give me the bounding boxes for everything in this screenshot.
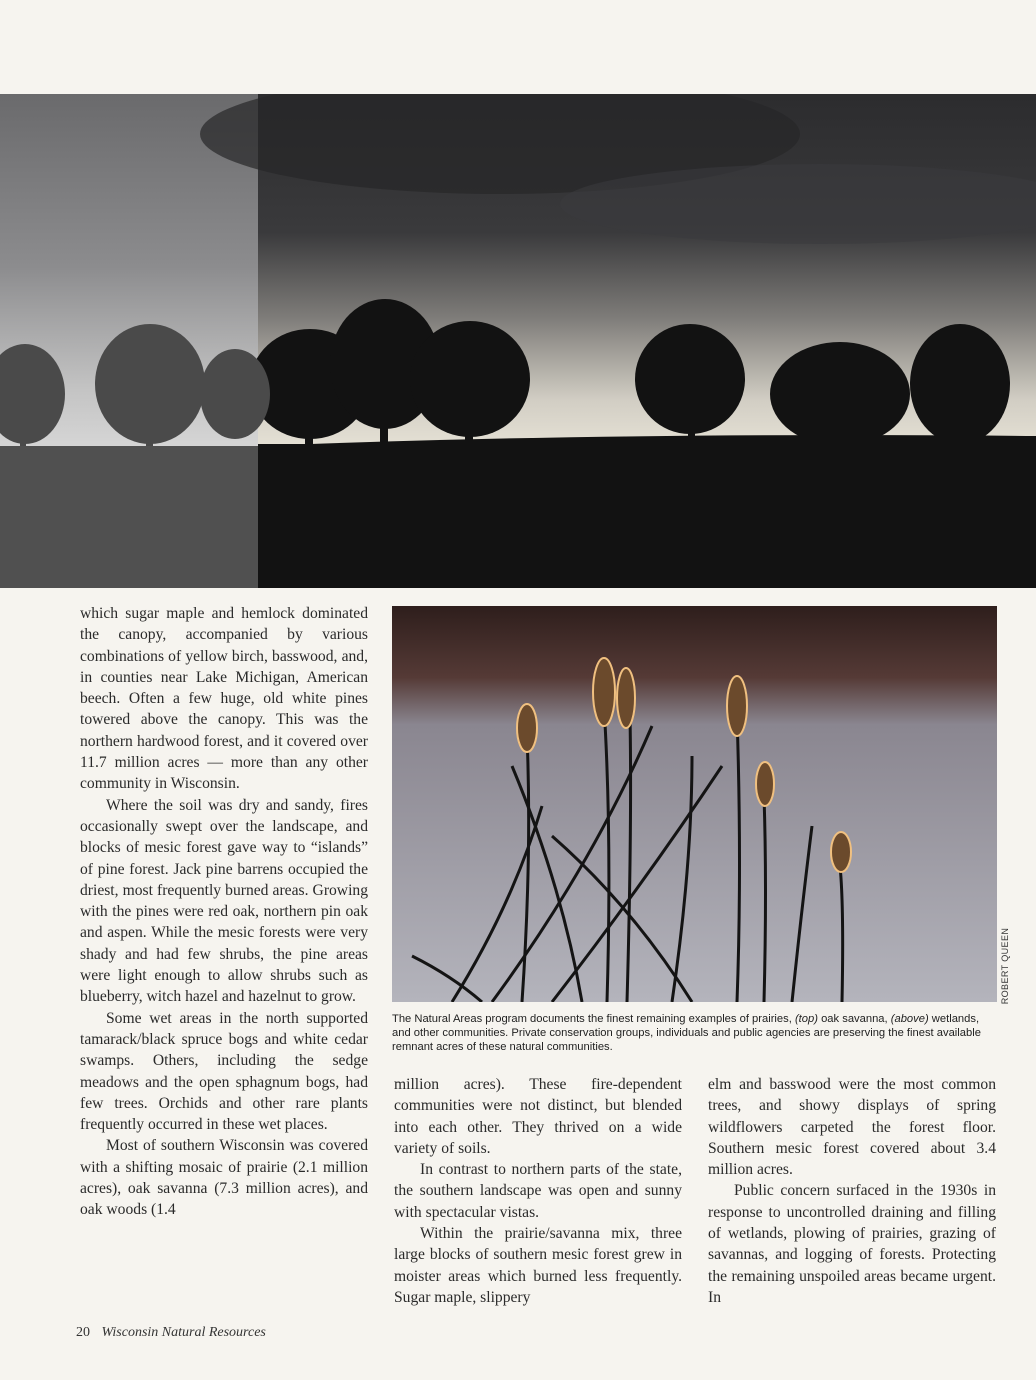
paragraph: Where the soil was dry and sandy, fires occasionally swept over the landscape, and blocks of mesic forest gave way to “islands” of pine forest. Jack pine barrens occupied the driest, most frequently burned areas. Growing with the pines were red oak, northern pin oak and aspen. While the mesic forests were very shady and had few shrubs, the pine areas were light enough to allow shrubs such as blueberry, witch hazel and hazelnut to grow. — [80, 796, 368, 1006]
caption-text-2: oak savanna, — [817, 1013, 891, 1025]
paragraph: million acres). These fire-dependent communities were not distinct, but blended into each other. They thrived on a wide variety of soils. — [394, 1076, 682, 1157]
wetlands-cattail-photo — [392, 606, 997, 1002]
text-column-2 — [394, 1074, 682, 1308]
page-number: 20 — [76, 1325, 90, 1340]
paragraph: Most of southern Wisconsin was covered with a shifting mosaic of prairie (2.1 million acres), oak savanna (7.3 million acres), and oak woods (1.4 — [80, 1137, 368, 1219]
paragraph: Some wet areas in the north supported tamarack/black spruce bogs and white cedar swamps. Others, including the sedge meadows and the open sphagnum bogs, had few trees. Orchids and other rare plants frequently occurred in these wet places. — [80, 1009, 368, 1134]
paragraph: elm and basswood were the most common trees, and showy displays of spring wildflowers carpeted the forest floor. Southern mesic forest covered about 3.4 million acres. — [708, 1076, 996, 1179]
caption-text-1: The Natural Areas program documents the finest remaining examples of prairies, — [392, 1013, 795, 1025]
photo-credit: ROBERT QUEEN — [1000, 927, 1010, 1005]
caption-above-label: (above) — [890, 1013, 929, 1025]
paragraph: In contrast to northern parts of the state, the southern landscape was open and sunny with spectacular vistas. — [394, 1161, 682, 1221]
caption-text-3: wetlands, and other communities. Private conservation groups, individuals and public agencies are preserving the finest available remnant acres of these natural communities. — [392, 1013, 981, 1053]
paragraph: which sugar maple and hemlock dominated the canopy, accompanied by various combinations of yellow birch, basswood, and, in counties near Lake Michigan, American beech. Often a few huge, old white pines towered above the canopy. This was the northern hardwood forest, and it covered over 11.7 million acres — more than any other community in Wisconsin. — [80, 605, 368, 793]
text-column-1 — [80, 603, 368, 1221]
caption-top-label: (top) — [794, 1013, 818, 1025]
publication-name: Wisconsin Natural Resources — [101, 1325, 266, 1340]
paragraph: Within the prairie/savanna mix, three large blocks of southern mesic forest grew in moister areas which burned less frequently. Sugar maple, slippery — [394, 1225, 682, 1306]
paragraph: Public concern surfaced in the 1930s in response to uncontrolled draining and filling of wetlands, plowing of prairies, grazing of savannas, and logging of forests. Protecting the remaining unspoiled areas became urgent. In — [708, 1182, 996, 1306]
page-footer — [76, 1325, 266, 1341]
text-column-3 — [708, 1074, 996, 1308]
photo-caption — [392, 1012, 997, 1054]
oak-savanna-photo — [0, 94, 1036, 588]
